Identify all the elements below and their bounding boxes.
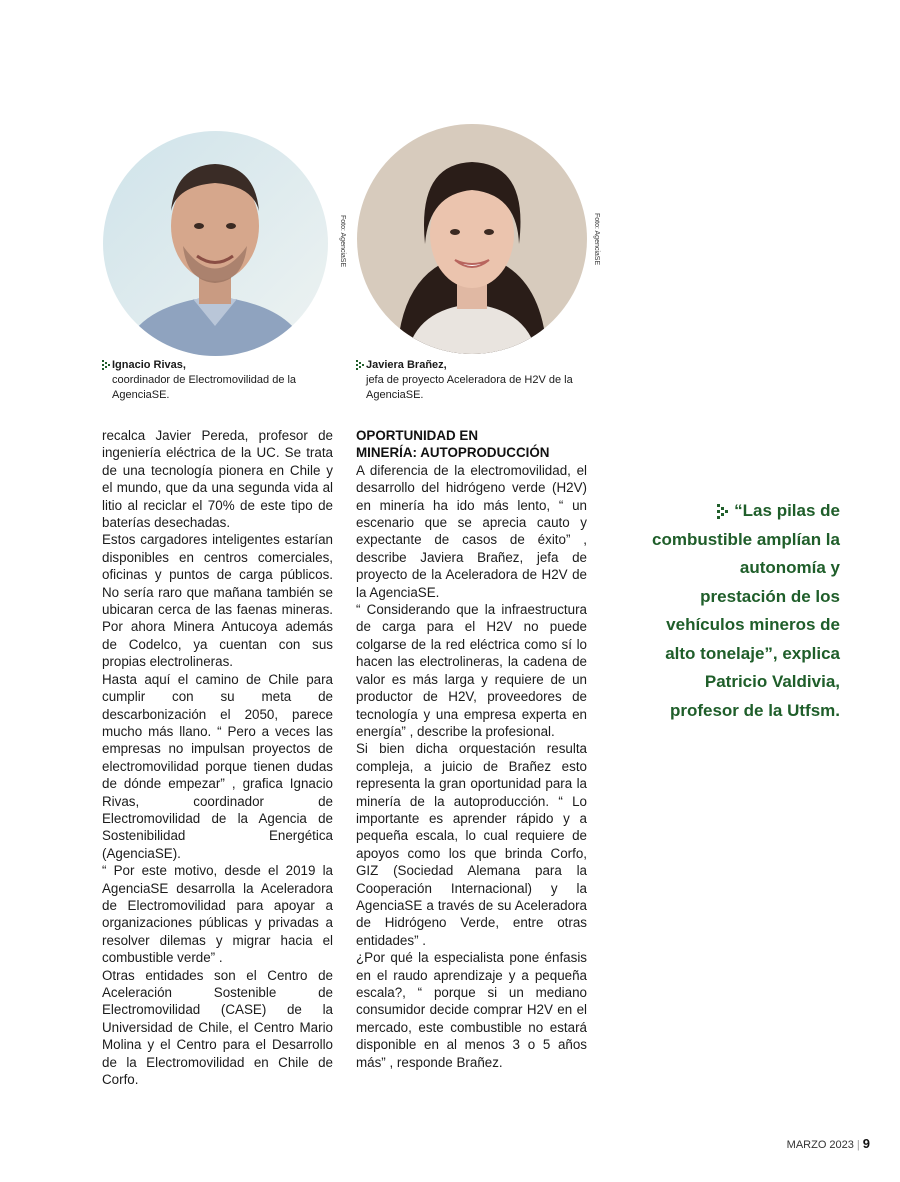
- photo-credit-right: Foto: AgenciaSE: [593, 213, 600, 266]
- caption-name-right: Javiera Brañez,: [366, 359, 447, 371]
- caption-javiera-branez: [356, 358, 588, 403]
- caption-role-right: jefa de proyecto Aceleradora de H2V de la AgenciaSE.: [366, 374, 573, 401]
- paragraph: ¿Por qué la especialista pone énfasis en el raudo aprendizaje y a pequeña escala?, “ porque si un mediano consumidor decide comprar H2V en el mercado, este combustible no estará disponible en al menos 3 o 5 años más” , responde Brañez.: [356, 950, 587, 1070]
- paragraph: A diferencia de la electromovilidad, el desarrollo del hidrógeno verde (H2V) en minería ha ido más lento, “ un escenario que se aprecia cauto y expectante de casos de éxito” , describe Javiera Brañez, jefa de proyecto de la Aceleradora de H2V de la AgenciaSE.: [356, 462, 587, 600]
- portrait-illustration-left: [103, 131, 328, 356]
- caption-ignacio-rivas: [102, 358, 332, 403]
- article-column-2: [356, 427, 587, 1071]
- section-heading-line-2: MINERÍA: AUTOPRODUCCIÓN: [356, 445, 550, 461]
- paragraph: “ Considerando que la infraestructura de carga para el H2V no puede colgarse de la red eléctrica como sí lo hacen las electrolineras, la cadena de valor es más larga y requiere de un productor de H2V, proveedores de tecnología y una empresa experta en energía” , describe la profesional.: [356, 602, 587, 739]
- footer-separator: |: [856, 1139, 860, 1151]
- photo-credit-left: Foto: AgenciaSE: [339, 215, 346, 268]
- paragraph: Otras entidades son el Centro de Aceleración Sostenible de Electromovilidad (CASE) de la Universidad de Chile, el Centro Mario Molina y el Centro para el Desarrollo de la Electromovilidad en Chile de Corfo.: [102, 967, 333, 1088]
- paragraph: recalca Javier Pereda, profesor de ingeniería eléctrica de la UC. Se trata de una tecnología pionera en Chile y el mundo, que da una segunda vida al litio al reciclar el 70% de este tipo de baterías desechadas.: [102, 428, 333, 531]
- footer-month: MARZO 2023: [786, 1139, 854, 1151]
- paragraph: Estos cargadores inteligentes estarían disponibles en centros comerciales, oficinas y puntos de carga públicos. No sería raro que mañana también se ubicaran cerca de las faenas mineras. Por ahora Minera Antucoya además de Codelco, ya cuentan con sus propias electrolineras.: [102, 532, 333, 670]
- article-column-1: [102, 427, 333, 1088]
- paragraph: “ Por este motivo, desde el 2019 la AgenciaSE desarrolla la Aceleradora de Electromovilidad para apoyar a organizaciones públicas y privadas a resolver dilemas y migrar hacia el combustible verde” .: [102, 863, 333, 966]
- caption-marker-icon: [102, 360, 110, 370]
- caption-role-left: coordinador de Electromovilidad de la AgenciaSE.: [112, 374, 297, 401]
- quote-marker-icon: [717, 504, 729, 520]
- paragraph: Si bien dicha orquestación resulta compleja, a juicio de Brañez esto representa la gran oportunidad para la minería de la autoproducción. “ Lo importante es aprender rápido y a pequeña escala, lo cual requiere de apoyos como los que brinda Corfo, GIZ (Sociedad Alemana para la Cooperación Internacional) y la AgenciaSE a través de su Aceleradora de Hidrógeno Verde, entre otras entidades” .: [356, 741, 587, 948]
- caption-marker-icon: [356, 360, 364, 370]
- photo-javiera-branez: [357, 124, 587, 354]
- pull-quote-text: “Las pilas de combustible amplían la autonomía y prestación de los vehículos mineros de alto tonelaje”, explica Patricio Valdivia, profesor de la Utfsm.: [652, 501, 840, 720]
- page-number: 9: [862, 1136, 870, 1151]
- portrait-illustration-right: [357, 124, 587, 354]
- paragraph: Hasta aquí el camino de Chile para cumplir con su meta de descarbonización el 2050, parece mucho más llano. “ Pero a veces las empresas no impulsan proyectos de electromovilidad porque tienen dudas de dónde empezar” , grafica Ignacio Rivas, coordinador de Electromovilidad de la Agencia de Sostenibilidad Energética (AgenciaSE).: [102, 671, 333, 861]
- section-heading: [356, 427, 587, 462]
- photo-ignacio-rivas: [103, 131, 328, 356]
- section-heading-line-1: OPORTUNIDAD EN: [356, 428, 479, 443]
- page-footer: [787, 1136, 870, 1151]
- pull-quote: [650, 497, 840, 725]
- caption-name-left: Ignacio Rivas,: [112, 359, 186, 371]
